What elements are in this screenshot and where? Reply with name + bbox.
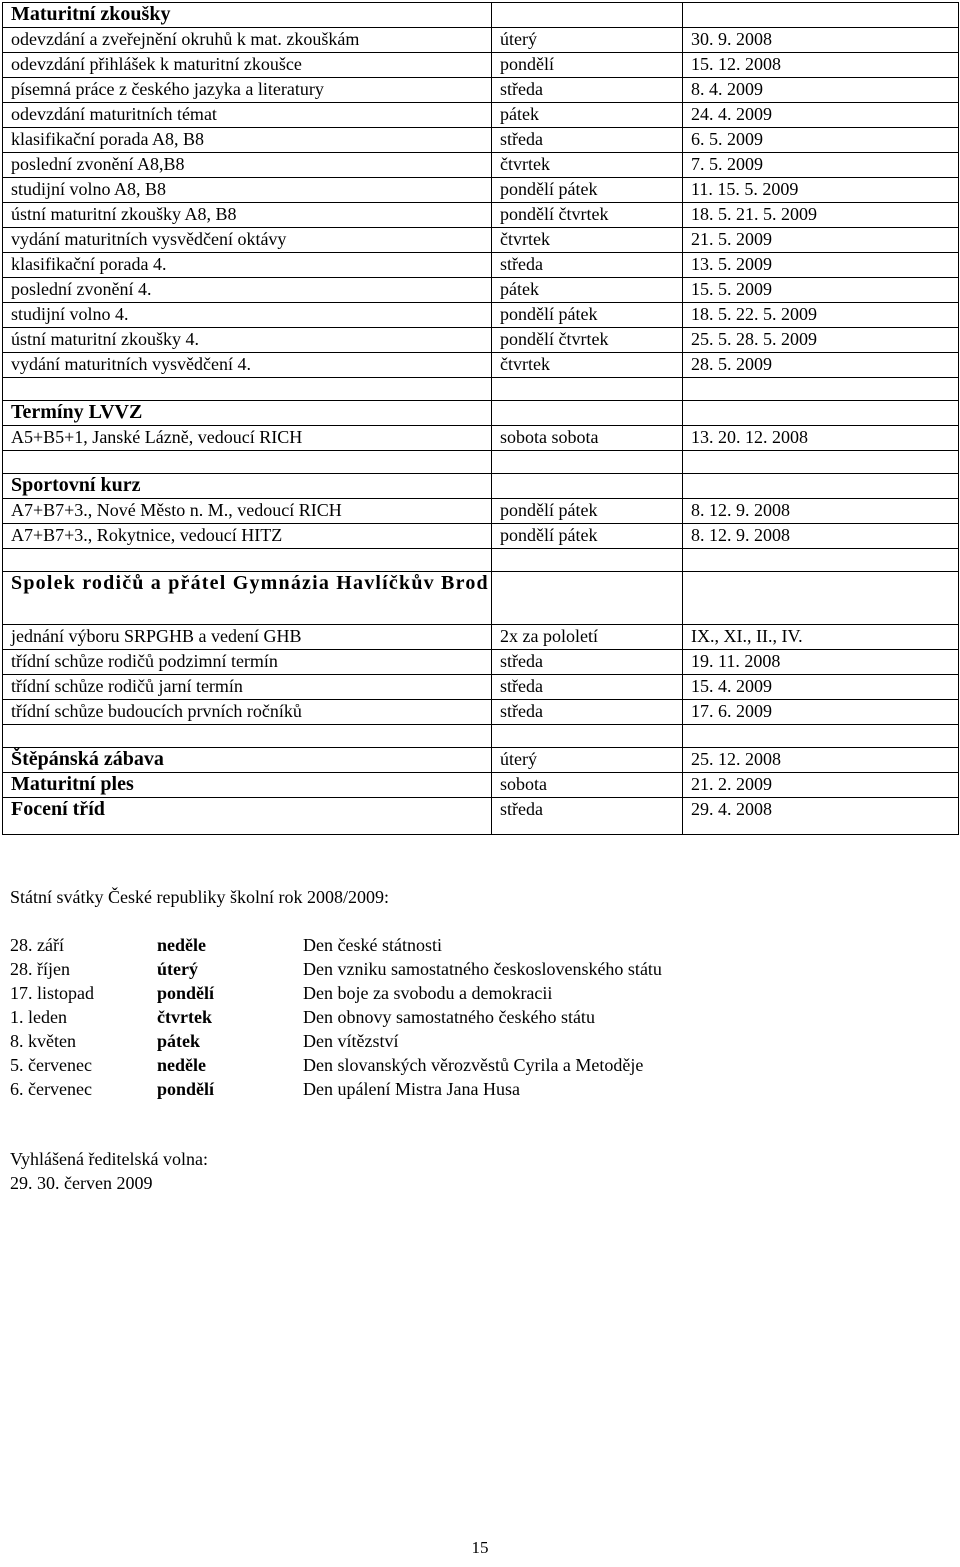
date-cell: 29. 4. 2008 [683, 798, 959, 835]
event-cell: Focení tříd [3, 798, 492, 835]
holiday-weekday: pondělí [157, 983, 215, 1003]
event-cell: poslední zvonění 4. [3, 278, 492, 303]
lvvz-heading: Termíny LVVZ [3, 401, 492, 426]
sport-heading: Sportovní kurz [3, 474, 492, 499]
day-cell: sobota [492, 773, 683, 798]
date-cell: 13. 20. 12. 2008 [683, 426, 959, 451]
event-cell: odevzdání maturitních témat [3, 103, 492, 128]
table-row [3, 53, 959, 78]
event-cell: A5+B5+1, Janské Lázně, vedoucí RICH [3, 426, 492, 451]
event-cell: jednání výboru SRPGHB a vedení GHB [3, 625, 492, 650]
table-row [3, 650, 959, 675]
event-cell: klasifikační porada 4. [3, 253, 492, 278]
holiday-row [10, 1029, 910, 1053]
table-row [3, 153, 959, 178]
empty-cell [3, 451, 492, 474]
day-cell: středa [492, 128, 683, 153]
date-cell: 18. 5. 21. 5. 2009 [683, 203, 959, 228]
holiday-date: 5. červenec [10, 1055, 92, 1075]
holiday-name: Den české státnosti [303, 935, 442, 955]
day-cell: úterý [492, 28, 683, 53]
date-cell: 18. 5. 22. 5. 2009 [683, 303, 959, 328]
date-cell: 19. 11. 2008 [683, 650, 959, 675]
date-cell: 28. 5. 2009 [683, 353, 959, 378]
empty-cell [683, 549, 959, 572]
date-cell: 6. 5. 2009 [683, 128, 959, 153]
day-cell: sobota sobota [492, 426, 683, 451]
date-cell: 25. 12. 2008 [683, 748, 959, 773]
date-cell: 15. 5. 2009 [683, 278, 959, 303]
empty-cell [683, 474, 959, 499]
holidays-title: Státní svátky České republiky školní rok 2008/2009: [10, 887, 389, 907]
day-cell: středa [492, 253, 683, 278]
schedule-table [2, 2, 959, 835]
date-cell: 11. 15. 5. 2009 [683, 178, 959, 203]
table-row [3, 700, 959, 725]
empty-cell [683, 3, 959, 28]
table-row [3, 773, 959, 798]
event-cell: klasifikační porada A8, B8 [3, 128, 492, 153]
day-cell: pondělí pátek [492, 303, 683, 328]
empty-cell [492, 725, 683, 748]
spacer-row [3, 549, 959, 572]
date-cell: 21. 5. 2009 [683, 228, 959, 253]
day-cell: čtvrtek [492, 153, 683, 178]
date-cell: 17. 6. 2009 [683, 700, 959, 725]
table-row [3, 798, 959, 835]
spolek-heading: Spolek rodičů a přátel Gymnázia Havlíčkův Brod [3, 572, 492, 625]
table-row [3, 253, 959, 278]
holiday-name: Den slovanských věrozvěstů Cyrila a Metoděje [303, 1055, 644, 1075]
date-cell: 15. 12. 2008 [683, 53, 959, 78]
holiday-name: Den upálení Mistra Jana Husa [303, 1079, 520, 1099]
day-cell: 2x za pololetí [492, 625, 683, 650]
day-cell: středa [492, 650, 683, 675]
table-row [3, 303, 959, 328]
event-cell: ústní maturitní zkoušky A8, B8 [3, 203, 492, 228]
day-cell: pondělí čtvrtek [492, 328, 683, 353]
date-cell: 24. 4. 2009 [683, 103, 959, 128]
state-holidays [10, 885, 910, 1101]
event-cell: poslední zvonění A8,B8 [3, 153, 492, 178]
event-cell: Štěpánská zábava [3, 748, 492, 773]
day-cell: úterý [492, 748, 683, 773]
day-cell: středa [492, 675, 683, 700]
empty-cell [492, 572, 683, 625]
holiday-name: Den vítězství [303, 1031, 399, 1051]
maturita-heading: Maturitní zkoušky [3, 3, 492, 28]
maturita-heading-row [3, 3, 959, 28]
day-cell: středa [492, 700, 683, 725]
event-cell: ústní maturitní zkoušky 4. [3, 328, 492, 353]
date-cell: 8. 4. 2009 [683, 78, 959, 103]
holiday-row [10, 981, 910, 1005]
page-number: 15 [471, 1538, 489, 1557]
table-row [3, 178, 959, 203]
date-cell: 15. 4. 2009 [683, 675, 959, 700]
date-cell: 21. 2. 2009 [683, 773, 959, 798]
day-cell: pondělí pátek [492, 178, 683, 203]
lvvz-heading-row [3, 401, 959, 426]
event-cell: třídní schůze rodičů podzimní termín [3, 650, 492, 675]
event-cell: A7+B7+3., Rokytnice, vedoucí HITZ [3, 524, 492, 549]
empty-cell [3, 378, 492, 401]
event-cell: odevzdání a zveřejnění okruhů k mat. zkouškám [3, 28, 492, 53]
table-row [3, 228, 959, 253]
holiday-date: 28. září [10, 935, 64, 955]
table-row [3, 203, 959, 228]
table-row [3, 328, 959, 353]
date-cell: 25. 5. 28. 5. 2009 [683, 328, 959, 353]
vacation-label: Vyhlášená ředitelská volna: [10, 1149, 208, 1169]
holiday-row [10, 933, 910, 957]
table-row [3, 103, 959, 128]
event-cell: odevzdání přihlášek k maturitní zkoušce [3, 53, 492, 78]
holiday-date: 6. červenec [10, 1079, 92, 1099]
day-cell: čtvrtek [492, 228, 683, 253]
day-cell: pondělí pátek [492, 499, 683, 524]
table-row [3, 28, 959, 53]
empty-cell [492, 378, 683, 401]
event-cell: A7+B7+3., Nové Město n. M., vedoucí RICH [3, 499, 492, 524]
empty-cell [492, 3, 683, 28]
table-row [3, 78, 959, 103]
empty-cell [3, 549, 492, 572]
table-row [3, 675, 959, 700]
empty-cell [683, 378, 959, 401]
holiday-date: 1. leden [10, 1007, 67, 1027]
holiday-weekday: neděle [157, 1055, 206, 1075]
table-row [3, 625, 959, 650]
holiday-name: Den obnovy samostatného českého státu [303, 1007, 595, 1027]
holiday-row [10, 1077, 910, 1101]
day-cell: středa [492, 78, 683, 103]
sport-heading-row [3, 474, 959, 499]
holiday-row [10, 957, 910, 981]
table-row [3, 278, 959, 303]
empty-cell [3, 725, 492, 748]
event-cell: Maturitní ples [3, 773, 492, 798]
day-cell: středa [492, 798, 683, 835]
holiday-name: Den boje za svobodu a demokracii [303, 983, 553, 1003]
empty-cell [492, 474, 683, 499]
holiday-date: 17. listopad [10, 983, 94, 1003]
day-cell: pátek [492, 103, 683, 128]
event-cell: písemná práce z českého jazyka a literatury [3, 78, 492, 103]
event-cell: třídní schůze rodičů jarní termín [3, 675, 492, 700]
holiday-row [10, 1005, 910, 1029]
table-row [3, 128, 959, 153]
event-cell: vydání maturitních vysvědčení oktávy [3, 228, 492, 253]
holiday-weekday: úterý [157, 959, 198, 979]
date-cell: 8. 12. 9. 2008 [683, 524, 959, 549]
empty-cell [683, 401, 959, 426]
holiday-row [10, 1053, 910, 1077]
holiday-weekday: neděle [157, 935, 206, 955]
holiday-date: 28. říjen [10, 959, 70, 979]
day-cell: pátek [492, 278, 683, 303]
day-cell: čtvrtek [492, 353, 683, 378]
date-cell: 13. 5. 2009 [683, 253, 959, 278]
empty-cell [492, 549, 683, 572]
table-row [3, 524, 959, 549]
table-row [3, 426, 959, 451]
empty-cell [492, 451, 683, 474]
table-row [3, 499, 959, 524]
day-cell: pondělí [492, 53, 683, 78]
date-cell: 8. 12. 9. 2008 [683, 499, 959, 524]
event-cell: studijní volno 4. [3, 303, 492, 328]
date-cell: 30. 9. 2008 [683, 28, 959, 53]
empty-cell [683, 451, 959, 474]
table-row [3, 748, 959, 773]
date-cell: IX., XI., II., IV. [683, 625, 959, 650]
director-vacation [10, 1147, 208, 1195]
spacer-row [3, 378, 959, 401]
empty-cell [492, 401, 683, 426]
holiday-date: 8. květen [10, 1031, 76, 1051]
holiday-weekday: pátek [157, 1031, 201, 1051]
empty-cell [683, 725, 959, 748]
event-cell: studijní volno A8, B8 [3, 178, 492, 203]
holiday-name: Den vzniku samostatného československého státu [303, 959, 662, 979]
event-cell: vydání maturitních vysvědčení 4. [3, 353, 492, 378]
day-cell: pondělí čtvrtek [492, 203, 683, 228]
event-cell: třídní schůze budoucích prvních ročníků [3, 700, 492, 725]
holiday-weekday: pondělí [157, 1079, 215, 1099]
day-cell: pondělí pátek [492, 524, 683, 549]
spolek-heading-row [3, 572, 959, 625]
holiday-weekday: čtvrtek [157, 1007, 212, 1027]
spacer-row [3, 725, 959, 748]
spacer-row [3, 451, 959, 474]
vacation-dates: 29. 30. červen 2009 [10, 1173, 153, 1193]
date-cell: 7. 5. 2009 [683, 153, 959, 178]
empty-cell [683, 572, 959, 625]
table-row [3, 353, 959, 378]
